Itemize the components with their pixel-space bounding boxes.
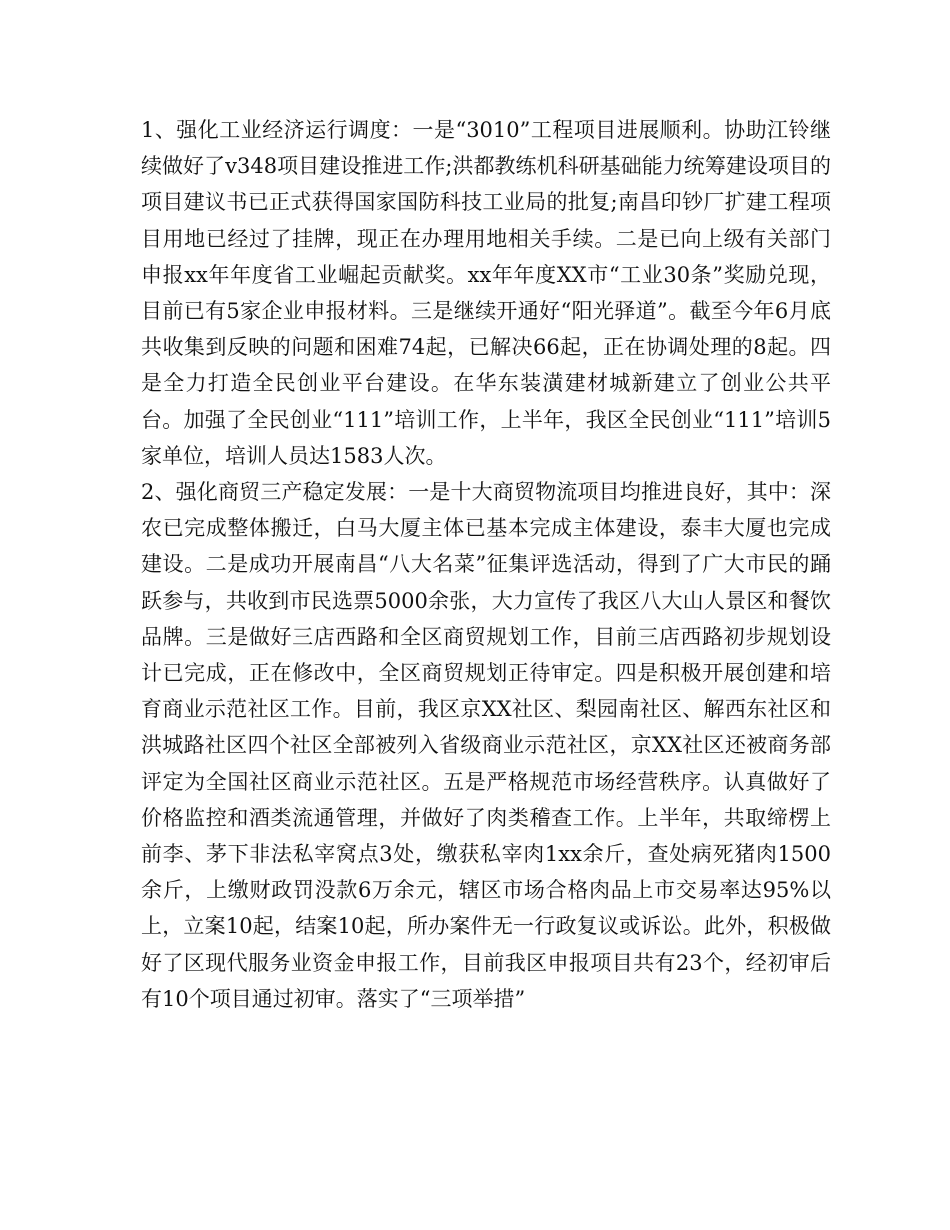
paragraph-industry: 1、强化工业经济运行调度：一是“3010”工程项目进展顺利。协助江铃继续做好了v348项目建设推进工作;洪都教练机科研基础能力统筹建设项目的项目建议书已正式获得国家国防科技工业局的批复;南昌印钞厂扩建工程项目用地已经过了挂牌，现正在办理用地相关手续。二是已向上级有关部门申报xx年年度省工业崛起贡献奖。xx年年度XX市“工业30条”奖励兑现，目前已有5家企业申报材料。三是继续开通好“阳光驿道”。截至今年6月底共收集到反映的问题和困难74起，已解决66起，正在协调处理的8起。四是全力打造全民创业平台建设。在华东装潢建材城新建立了创业公共平台。加强了全民创业“111”培训工作，上半年，我区全民创业“111”培训5家单位，培训人员达1583人次。 <box>141 118 831 468</box>
body-text <box>141 112 831 1017</box>
paragraph-commerce: 2、强化商贸三产稳定发展：一是十大商贸物流项目均推进良好，其中：深农已完成整体搬迁，白马大厦主体已基本完成主体建设，泰丰大厦也完成建设。二是成功开展南昌“八大名菜”征集评选活动，得到了广大市民的踊跃参与，共收到市民选票5000余张，大力宣传了我区八大山人景区和餐饮品牌。三是做好三店西路和全区商贸规划工作，目前三店西路初步规划设计已完成，正在修改中，全区商贸规划正待审定。四是积极开展创建和培育商业示范社区工作。目前，我区京XX社区、梨园南社区、解西东社区和洪城路社区四个社区全部被列入省级商业示范社区，京XX社区还被商务部评定为全国社区商业示范社区。五是严格规范市场经营秩序。认真做好了价格监控和酒类流通管理，并做好了肉类稽查工作。上半年，共取缔楞上前李、茅下非法私宰窝点3处，缴获私宰肉1xx余斤，查处病死猪肉1500余斤，上缴财政罚没款6万余元，辖区市场合格肉品上市交易率达95%以上，立案10起，结案10起，所办案件无一行政复议或诉讼。此外，积极做好了区现代服务业资金申报工作，目前我区申报项目共有23个，经初审后有10个项目通过初审。落实了“三项举措” <box>141 480 831 1011</box>
